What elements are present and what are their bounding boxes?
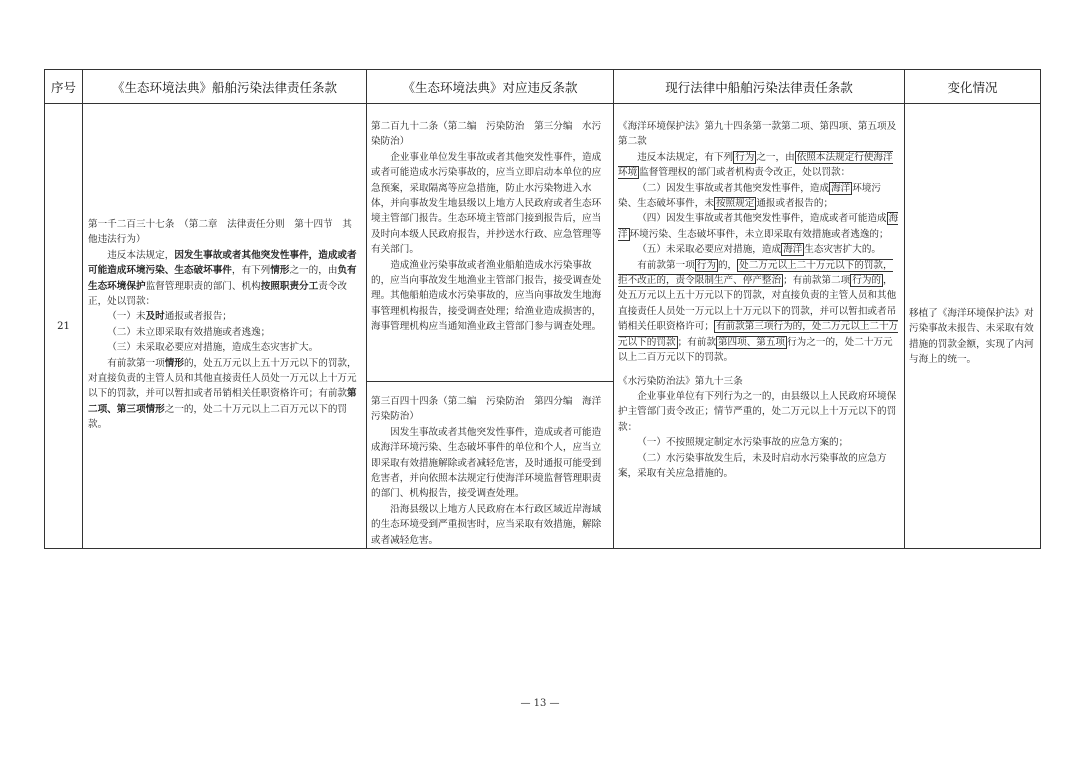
current-marine-law-item2: （二）因发生事故或者其他突发性事件，造成 海洋 环境污染、生态破坏事件，未 按照规定 通报或者报告的；: [618, 182, 882, 210]
change-cell: [905, 104, 1041, 549]
liability-comparison-table: [44, 69, 1041, 549]
code-clause-para2: 有前款第一项情形的，处五万元以上五十万元以下的罚款，对直接负责的主管人员和其他直接责任人员处一万元以上十万元以下的罚款，并可以暂扣或者吊销相关任职资格许可；有前款第二项、第三项情形之一的，处二十万元以上二百万元以下的罚款。: [88, 357, 357, 431]
header-code-clause: 《生态环境法典》船舶污染法律责任条款: [83, 70, 367, 104]
change-description: 移植了《海洋环境保护法》对污染事故未报告、未采取有效措施的罚款金额，实现了内河与海上的统一。: [909, 308, 1034, 366]
header-seq: 序号: [45, 70, 83, 104]
code-clause-item1: （一）未及时通报或者报告；: [107, 311, 232, 323]
code-clause-para1: 违反本法规定，因发生事故或者其他突发性事件，造成或者可能造成环境污染、生态破坏事件，有下列情形之一的，由负有生态环境保护监督管理职责的部门、机构按照职责分工责令改正，处以罚款：: [88, 249, 357, 308]
current-marine-law-item4: （四）因发生事故或者其他突发性事件，造成或者可能造成 海洋 环境污染、生态破坏事件，未立即采取有效措施或者逃逸的；: [618, 213, 899, 240]
current-marine-law-para2: 有前款第一项 行为 的， 处二万元以上二十万元以下的罚款，拒不改正的，责令限制生产、停产整治 ；有前款第二项 行为的 ，处五万元以上五十万元以下的罚款，对直接负责的主管人员和其他直接责任人员处一万元以上十万元以下的罚款，并可以暂扣或者吊销相关任职资格许可； 有前款第三项行为的，处二万元以上二十万元以下的罚款 ；有前款 第四项、第五项 行为之一的，处二十万元以上二百万元以下的罚款。: [618, 259, 899, 364]
violated-clause-cell: [367, 104, 614, 549]
code-clause-cell: [83, 104, 367, 549]
violated-article-344-para1: 因发生事故或者其他突发性事件，造成或者可能造成海洋环境污染、生态破坏事件的单位和个人，应当立即采取有效措施解除或者减轻危害，及时通报可能受到危害者，并向依照本法规定行使海洋环境监督管理职责的部门、机构报告，接受调查处理。: [371, 426, 602, 500]
violated-article-292-para2: 造成渔业污染事故或者渔业船舶造成水污染事故的，应当向事故发生地渔业主管部门报告，接受调查处理。其他船舶造成水污染事故的，应当向事故发生地海事管理机构报告，接受调查处理；给渔业造成损害的，海事管理机构应当通知渔业政主管部门参与调查处理。: [371, 259, 602, 333]
current-water-law-title: 《水污染防治法》第九十三条: [618, 375, 743, 387]
violated-clause-article-292: [371, 119, 609, 369]
current-water-law-para1: 企业事业单位有下列行为之一的，由县级以上人民政府环境保护主管部门责令改正；情节严重的，处二万元以上十万元以下的罚款：: [618, 390, 897, 433]
cell-divider: [367, 381, 613, 382]
page-number: — 13 —: [520, 698, 560, 709]
current-water-law-item2: （二）水污染事故发生后，未及时启动水污染事故的应急方案，采取有关应急措施的。: [618, 452, 887, 479]
current-marine-law-title: 《海洋环境保护法》第九十四条第一款第二项、第四项、第五项及第二款: [618, 121, 897, 148]
violated-article-344-para2: 沿海县级以上地方人民政府在本行政区域近岸海域的生态环境受到严重损害时，应当采取有效措施，解除或者减轻危害。: [371, 503, 602, 546]
row-seq: 21: [45, 104, 83, 549]
violated-article-292-title: 第二百九十二条（第二编 污染防治 第三分编 水污染防治）: [371, 121, 602, 148]
code-clause-item2: （二）未立即采取有效措施或者逃逸；: [107, 326, 271, 338]
violated-article-292-para1: 企业事业单位发生事故或者其他突发性事件，造成或者可能造成水污染事故的，应当立即启动本单位的应急预案，采取隔离等应急措施，防止水污染物进入水体，并向事故发生地县级以上地方人民政府或者生态环境主管部门报告。生态环境主管部门接到报告后，应当及时向本级人民政府报告，并抄送水行政、应急管理等有关部门。: [371, 151, 602, 256]
table-row: [45, 104, 1041, 549]
header-current-clause: 现行法律中船舶污染法律责任条款: [614, 70, 905, 104]
header-violated-clause: 《生态环境法典》对应违反条款: [367, 70, 614, 104]
header-change: 变化情况: [905, 70, 1041, 104]
current-water-law-item1: （一）不按照规定制定水污染事故的应急方案的；: [637, 437, 849, 449]
code-clause-item3: （三）未采取必要应对措施，造成生态灾害扩大。: [107, 342, 319, 354]
violated-clause-article-344: [371, 394, 609, 548]
current-clause-cell: [614, 104, 905, 549]
current-marine-law-item5: （五）未采取必要应对措施，造成 海洋 生态灾害扩大的。: [637, 244, 882, 256]
violated-article-344-title: 第三百四十四条（第二编 污染防治 第四分编 海洋污染防治）: [371, 396, 602, 423]
code-clause-title: 第一千二百三十七条 （第二章 法律责任分则 第十四节 其他违法行为）: [88, 219, 352, 246]
current-marine-law-para1: 违反本法规定，有下列 行为 之一，由 依照本法规定行使海洋环境 监督管理权的部门或者机构责令改正，处以罚款：: [618, 151, 893, 179]
table-header-row: [45, 70, 1041, 104]
